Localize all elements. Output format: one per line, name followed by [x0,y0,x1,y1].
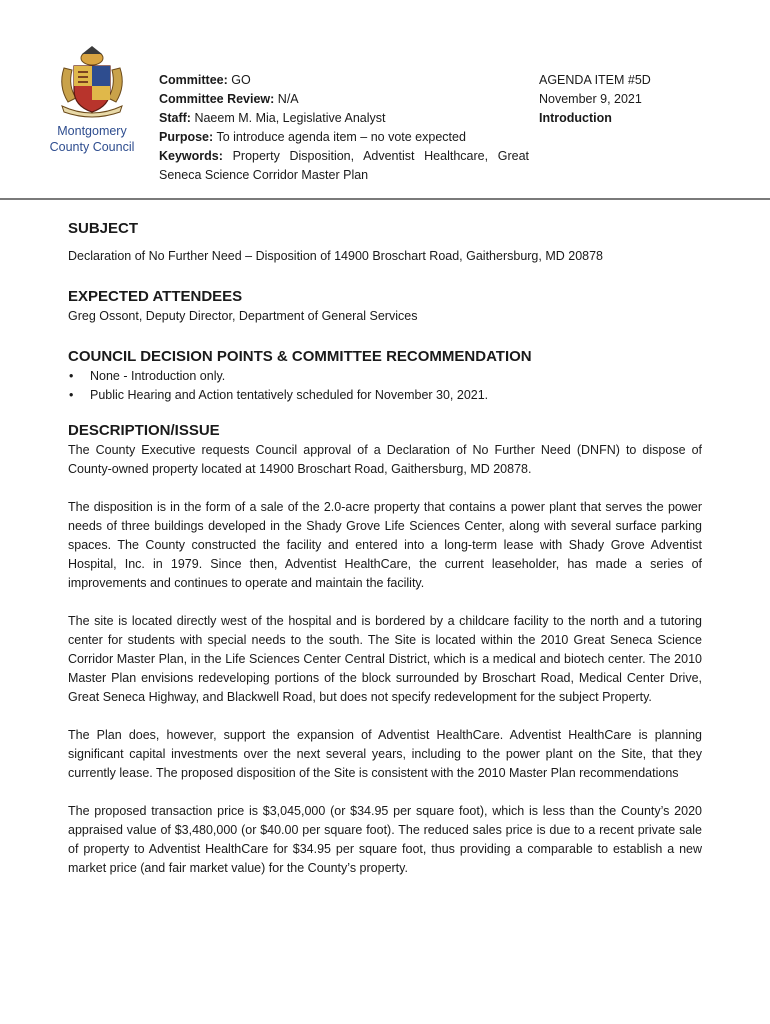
subject-section [68,219,702,287]
agenda-item-number: AGENDA ITEM #5D [539,73,651,87]
committee-label: Committee: [159,73,228,87]
subject-heading: SUBJECT [68,220,139,237]
agenda-date: November 9, 2021 [539,92,642,106]
decisions-section [68,347,702,421]
org-line-1: Montgomery [57,124,127,138]
description-paragraph: The disposition is in the form of a sale of the 2.0-acre property that contains a power plant that serves the power needs of three buildings developed in the Shady Grove Life Sciences Center, along with several surface parking spaces. The County constructed the facility and entered into a long-term lease with Shady Grove Adventist Hospital, Inc. in 1979. Since then, Adventist HealthCare, the current leaseholder, has made a series of improvements and continues to operate and maintain the facility. [68,500,702,590]
purpose-value: To introduce agenda item – no vote expected [216,130,466,144]
purpose-row [159,128,529,147]
committee-row [159,71,529,90]
agenda-stage: Introduction [539,111,612,125]
description-paragraph: The Plan does, however, support the expansion of Adventist HealthCare. Adventist HealthCare is planning significant capital investments over the next several years, including to the power plant on the Site, that they currently lease. The proposed disposition of the Site is consistent with the 2010 Master Plan recommendations [68,728,702,780]
subject-text: Declaration of No Further Need – Disposition of 14900 Broschart Road, Gaithersburg, MD 20878 [68,249,604,263]
keywords-row [159,147,529,185]
keywords-label: Keywords: [159,149,223,163]
staff-row [159,109,529,128]
attendees-section [68,287,702,347]
description-heading: DESCRIPTION/ISSUE [68,422,220,439]
county-seal-logo [54,44,130,120]
keywords-value: Property Disposition, Adventist Healthcare, Great Seneca Science Corridor Master Plan [159,149,529,182]
header-divider [0,198,770,200]
description-paragraph: The site is located directly west of the hospital and is bordered by a childcare facility to the north and a tutoring center for students with special needs to the south. The Site is located within the 2010 Great Seneca Science Corridor Master Plan, in the Life Sciences Center Central District, which is a medical and biotech center. The 2010 Master Plan envisions redeveloping portions of the block surrounded by Broschart Road, Medical Center Drive, Great Seneca Highway, and Blackwell Road, but does not specify redevelopment for the subject Property. [68,614,702,704]
review-value: N/A [277,92,299,106]
description-paragraph: The proposed transaction price is $3,045,000 (or $34.95 per square foot), which is less than the County’s 2020 appraised value of $3,480,000 (or $40.00 per square foot). The reduced sales price is due to a recent private sale of property to Adventist HealthCare for $34.95 per square foot, thus providing a comparable to establish a new market price (and fair market value) for the County’s property. [68,804,702,875]
committee-metadata [159,71,529,185]
purpose-label: Purpose: [159,130,214,144]
review-row [159,90,529,109]
staff-value: Naeem M. Mia, Legislative Analyst [194,111,386,125]
decision-item: • Public Hearing and Action tentatively scheduled for November 30, 2021. [68,386,702,405]
description-section [68,421,702,878]
committee-value: GO [231,73,251,87]
review-label: Committee Review: [159,92,275,106]
org-line-2: County Council [49,140,135,154]
decisions-heading: COUNCIL DECISION POINTS & COMMITTEE RECOMMENDATION [68,348,532,365]
attendees-heading: EXPECTED ATTENDEES [68,288,243,305]
staff-label: Staff: [159,111,191,125]
description-paragraph: The County Executive requests Council approval of a Declaration of No Further Need (DNFN) to dispose of County-owned property located at 14900 Broschart Road, Gaithersburg, MD 20878. [68,443,702,476]
organization-name [42,123,142,155]
decision-item: • None - Introduction only. [68,367,702,386]
decisions-list [68,367,702,405]
agenda-info [539,71,651,128]
memo-body [68,219,702,878]
attendees-text: Greg Ossont, Deputy Director, Department of General Services [68,309,418,323]
